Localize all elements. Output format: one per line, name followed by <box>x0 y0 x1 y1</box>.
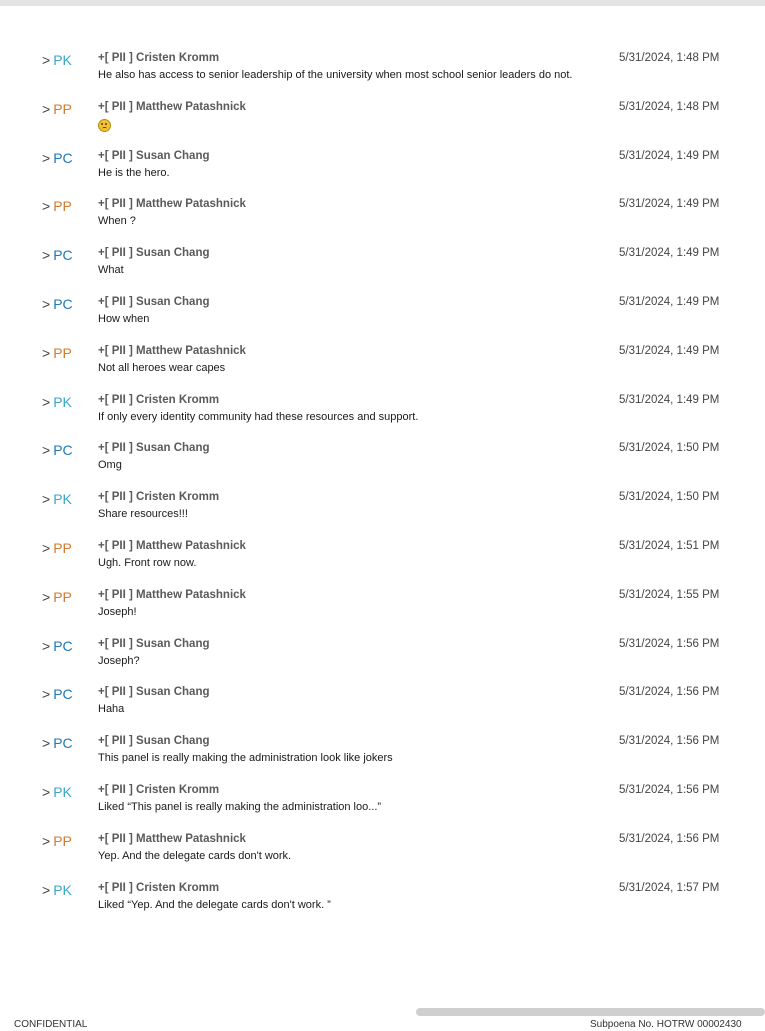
footer-document-id: Subpoena No. HOTRW 00002430 <box>590 1019 742 1030</box>
expand-caret-icon[interactable]: > <box>42 881 51 898</box>
message-text: Joseph! <box>98 605 137 618</box>
message-row <box>0 830 765 879</box>
message-text: Share resources!!! <box>98 508 188 521</box>
message-timestamp: 5/31/2024, 1:49 PM <box>619 295 720 308</box>
message-row <box>0 586 765 635</box>
sender-initials-badge: > PK <box>42 491 72 508</box>
expand-caret-icon[interactable]: > <box>42 539 51 556</box>
sender-name: +[ PII ] Matthew Patashnick <box>98 100 246 113</box>
message-text: This panel is really making the administration look like jokers <box>98 752 393 765</box>
expand-caret-icon[interactable]: > <box>42 247 51 264</box>
message-row <box>0 439 765 488</box>
message-text: Liked “This panel is really making the administration loo...” <box>98 800 382 813</box>
sender-name: +[ PII ] Cristen Kromm <box>98 491 220 504</box>
message-timestamp: 5/31/2024, 1:55 PM <box>619 588 720 601</box>
sender-name: +[ PII ] Susan Chang <box>98 295 210 308</box>
expand-caret-icon[interactable]: > <box>42 588 51 605</box>
message-text: If only every identity community had these resources and support. <box>98 410 419 423</box>
sender-initials-badge: > PC <box>42 149 73 166</box>
sender-name: +[ PII ] Susan Chang <box>98 686 210 699</box>
message-timestamp: 5/31/2024, 1:56 PM <box>619 783 720 796</box>
sender-name: +[ PII ] Cristen Kromm <box>98 393 220 406</box>
message-timestamp: 5/31/2024, 1:49 PM <box>619 149 720 162</box>
expand-caret-icon[interactable]: > <box>42 735 51 752</box>
sender-initials-badge: > PP <box>42 198 72 215</box>
expand-caret-icon[interactable]: > <box>42 491 51 508</box>
message-timestamp: 5/31/2024, 1:50 PM <box>619 491 720 504</box>
expand-caret-icon[interactable]: > <box>42 637 51 654</box>
expand-caret-icon[interactable]: > <box>42 442 51 459</box>
message-text: He is the hero. <box>98 166 170 179</box>
sender-initials-badge: > PC <box>42 735 73 752</box>
expand-caret-icon[interactable]: > <box>42 52 51 68</box>
message-text: When ? <box>98 215 136 228</box>
sender-name: +[ PII ] Susan Chang <box>98 735 210 748</box>
sender-initials-badge: > PC <box>42 247 73 264</box>
sender-initials-badge: > PK <box>42 393 72 410</box>
sender-name: +[ PII ] Matthew Patashnick <box>98 832 246 845</box>
expand-caret-icon[interactable]: > <box>42 295 51 312</box>
message-timestamp: 5/31/2024, 1:56 PM <box>619 637 720 650</box>
message-timestamp: 5/31/2024, 1:51 PM <box>619 539 720 552</box>
sender-initials-badge: > PP <box>42 832 72 849</box>
expand-caret-icon[interactable]: > <box>42 832 51 849</box>
message-row <box>0 391 765 440</box>
sender-name: +[ PII ] Susan Chang <box>98 247 210 260</box>
message-timestamp: 5/31/2024, 1:49 PM <box>619 344 720 357</box>
sender-name: +[ PII ] Matthew Patashnick <box>98 344 246 357</box>
message-timestamp: 5/31/2024, 1:48 PM <box>619 100 720 113</box>
message-text: Ugh. Front row now. <box>98 556 197 569</box>
message-row <box>0 683 765 732</box>
message-text: Liked “Yep. And the delegate cards don't work. ” <box>98 898 331 911</box>
sender-name: +[ PII ] Cristen Kromm <box>98 783 220 796</box>
message-timestamp: 5/31/2024, 1:56 PM <box>619 686 720 699</box>
sender-name: +[ PII ] Susan Chang <box>98 637 210 650</box>
message-row <box>0 879 765 928</box>
message-row <box>0 49 765 98</box>
sender-name: +[ PII ] Cristen Kromm <box>98 52 220 64</box>
sender-initials-badge: > PP <box>42 100 72 117</box>
chat-log <box>0 49 765 927</box>
expand-caret-icon[interactable]: > <box>42 198 51 215</box>
sender-name: +[ PII ] Susan Chang <box>98 442 210 455</box>
message-timestamp: 5/31/2024, 1:48 PM <box>619 52 720 64</box>
sender-name: +[ PII ] Matthew Patashnick <box>98 539 246 552</box>
message-row <box>0 537 765 586</box>
message-row <box>0 635 765 684</box>
message-text: Haha <box>98 703 125 716</box>
message-timestamp: 5/31/2024, 1:49 PM <box>619 393 720 406</box>
message-timestamp: 5/31/2024, 1:56 PM <box>619 735 720 748</box>
message-text: He also has access to senior leadership of the university when most school senior leaders do not. <box>98 69 573 81</box>
sender-initials-badge: > PC <box>42 442 73 459</box>
slightly-frowning-face-icon <box>98 119 111 132</box>
horizontal-scrollbar[interactable] <box>416 1008 765 1016</box>
message-row <box>0 195 765 244</box>
sender-name: +[ PII ] Susan Chang <box>98 149 210 162</box>
sender-name: +[ PII ] Matthew Patashnick <box>98 198 246 211</box>
sender-name: +[ PII ] Matthew Patashnick <box>98 588 246 601</box>
sender-initials-badge: > PC <box>42 686 73 703</box>
message-row <box>0 342 765 391</box>
expand-caret-icon[interactable]: > <box>42 149 51 166</box>
message-text: Not all heroes wear capes <box>98 361 226 374</box>
sender-initials-badge: > PC <box>42 637 73 654</box>
message-row <box>0 147 765 196</box>
message-row <box>0 98 765 147</box>
sender-initials-badge: > PP <box>42 588 72 605</box>
message-text: How when <box>98 312 150 325</box>
sender-initials-badge: > PC <box>42 295 73 312</box>
expand-caret-icon[interactable]: > <box>42 393 51 410</box>
message-row <box>0 293 765 342</box>
message-timestamp: 5/31/2024, 1:56 PM <box>619 832 720 845</box>
top-divider <box>0 0 765 6</box>
message-timestamp: 5/31/2024, 1:57 PM <box>619 881 720 894</box>
message-text: What <box>98 264 124 277</box>
expand-caret-icon[interactable]: > <box>42 100 51 117</box>
message-text <box>98 117 111 135</box>
sender-initials-badge: > PK <box>42 881 72 898</box>
footer-confidential-label: CONFIDENTIAL <box>14 1019 88 1030</box>
message-row <box>0 781 765 830</box>
sender-name: +[ PII ] Cristen Kromm <box>98 881 220 894</box>
expand-caret-icon[interactable]: > <box>42 686 51 703</box>
message-row <box>0 732 765 781</box>
message-text: Joseph? <box>98 654 140 667</box>
message-timestamp: 5/31/2024, 1:50 PM <box>619 442 720 455</box>
expand-caret-icon[interactable]: > <box>42 344 51 361</box>
message-timestamp: 5/31/2024, 1:49 PM <box>619 198 720 211</box>
sender-initials-badge: > PP <box>42 539 72 556</box>
message-text: Omg <box>98 459 122 472</box>
message-row <box>0 488 765 537</box>
sender-initials-badge: > PP <box>42 344 72 361</box>
message-timestamp: 5/31/2024, 1:49 PM <box>619 247 720 260</box>
expand-caret-icon[interactable]: > <box>42 783 51 800</box>
message-text: Yep. And the delegate cards don't work. <box>98 849 292 862</box>
sender-initials-badge: > PK <box>42 783 72 800</box>
message-row <box>0 244 765 293</box>
sender-initials-badge: > PK <box>42 52 72 68</box>
